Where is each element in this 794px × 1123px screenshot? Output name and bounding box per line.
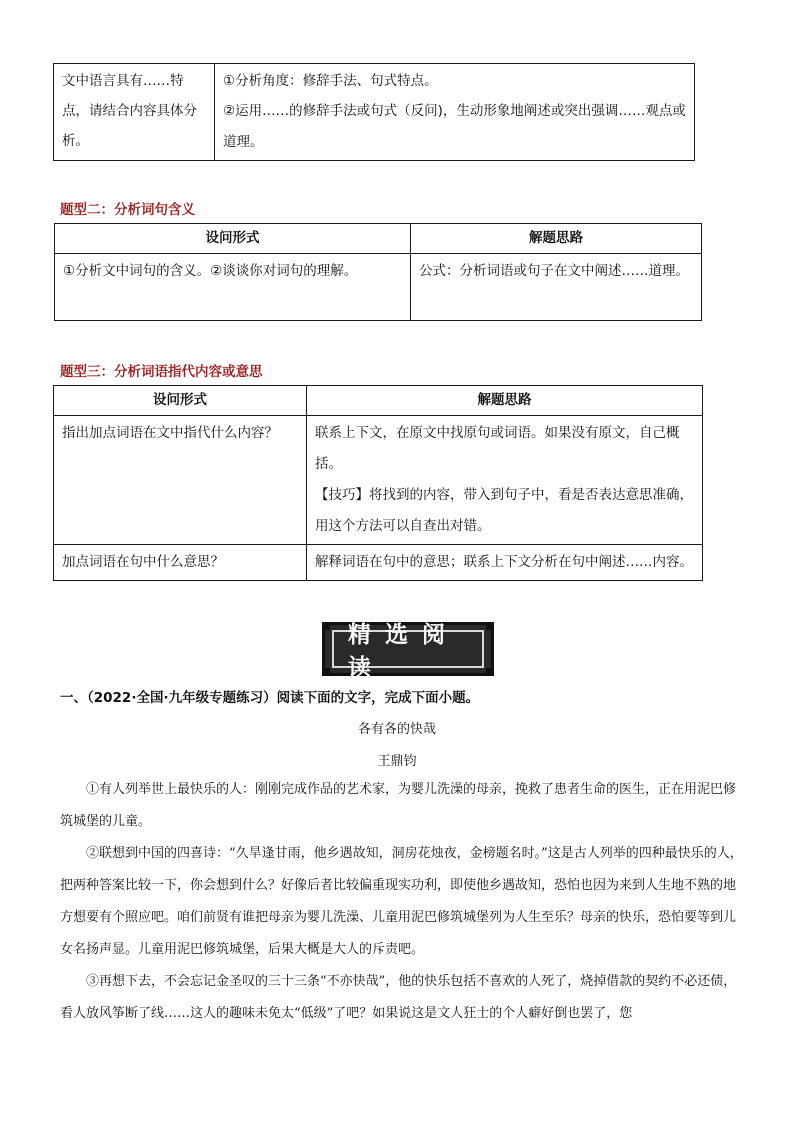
banner-label: 精选阅读 bbox=[332, 630, 484, 668]
section3-row1-right-a: 联系上下文，在原文中找原句或词语。如果没有原文，自己概括。 bbox=[315, 425, 680, 472]
article-author: 王鼎钧 bbox=[377, 754, 417, 769]
section3-row2-left: 加点词语在句中什么意思？ bbox=[62, 554, 224, 570]
article-title: 各有各的快哉 bbox=[357, 722, 436, 737]
paragraph-1: ①有人列举世上最快乐的人：刚刚完成作品的艺术家，为婴儿洗澡的母亲，挽救了患者生命的医生，正在用泥巴修筑城堡的儿童。 bbox=[60, 782, 737, 829]
paragraph-3: ③再想下去，不会忘记金圣叹的三十三条“不亦快哉”，他的快乐包括不喜欢的人死了，烧掉借款的契约不必还债，看人放风筝断了线……这人的趣味未免太“低级”了吧？如果说这是文人狂士的个人癖好倒也罢了，您 bbox=[60, 974, 737, 1021]
section3-header-left: 设问形式 bbox=[153, 392, 207, 408]
section2-header-left: 设问形式 bbox=[205, 230, 260, 246]
section2-header-right: 解题思路 bbox=[529, 230, 583, 246]
table1-right-line1: ①分析角度：修辞手法、句式特点。 bbox=[223, 73, 438, 89]
section3-row1-left: 指出加点词语在文中指代什么内容？ bbox=[62, 425, 278, 441]
section3-row1-right-b: 【技巧】将找到的内容，带入到句子中，看是否表达意思准确，用这个方法可以自查出对错。 bbox=[315, 487, 693, 534]
section2-title: 题型二：分析词句含义 bbox=[60, 202, 195, 218]
featured-reading-banner bbox=[322, 622, 494, 681]
table-language-features bbox=[53, 63, 695, 161]
paragraph-2: ②联想到中国的四喜诗：“久旱逢甘雨，他乡遇故知，洞房花烛夜，金榜题名时。”这是古人列举的四种最快乐的人，把两种答案比较一下，你会想到什么？好像后者比较偏重现实功利，即使他乡遇故知，恐怕也因为来到人生地不熟的地方想要有个照应吧。咱们前贤有谁把母亲为婴儿洗澡、儿童用泥巴修筑城堡列为人生至乐？母亲的快乐，恐怕要等到儿女名扬声显。儿童用泥巴修筑城堡，后果大概是大人的斥责吧。 bbox=[60, 846, 743, 957]
section2-row-right: 公式：分析词语或句子在文中阐述……道理。 bbox=[419, 263, 689, 279]
table-referent-meaning bbox=[53, 385, 703, 581]
section3-header-right: 解题思路 bbox=[477, 392, 532, 408]
table-word-meaning bbox=[54, 223, 702, 321]
table1-right-line2: ②运用……的修辞手法或句式（反问)，生动形象地阐述或突出强调……观点或道理。 bbox=[223, 103, 686, 150]
table1-left-cell: 文中语言具有……特点，请结合内容具体分析。 bbox=[62, 73, 197, 149]
section2-row-left: ①分析文中词句的含义。②谈谈你对词句的理解。 bbox=[63, 263, 358, 279]
section3-row2-right: 解释词语在句中的意思；联系上下文分析在句中阐述……内容。 bbox=[315, 554, 693, 570]
question-heading: 一、（2022·全国·九年级专题练习）阅读下面的文字，完成下面小题。 bbox=[60, 690, 480, 706]
section3-title: 题型三：分析词语指代内容或意思 bbox=[60, 364, 263, 380]
